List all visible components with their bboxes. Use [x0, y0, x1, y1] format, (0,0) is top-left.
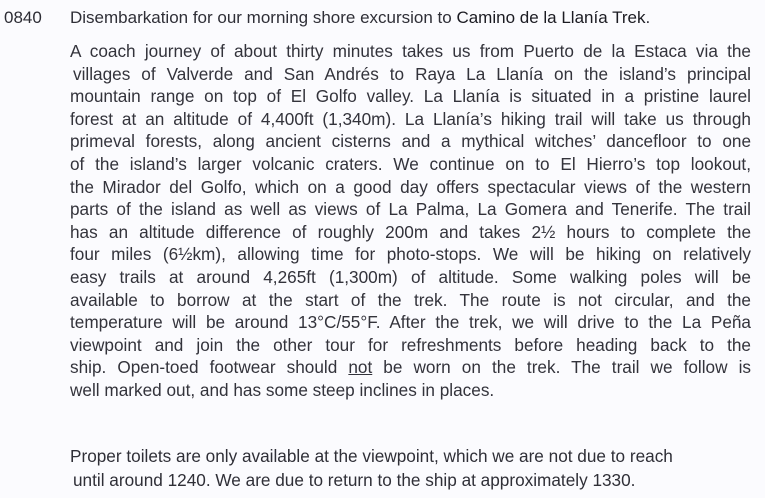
description-line: the Mirador del Golfo, which on a good day offers spectacular views of the western [70, 176, 751, 197]
description-line: parts of the island as well as views of La Palma, La Gomera and Tenerife. The trail [70, 199, 751, 220]
footwear-suffix: be worn on the trek. The trail we follow is [372, 357, 751, 378]
description-line: primeval forests, along ancient cisterns and a mythical witches’ dancefloor to one [70, 131, 751, 152]
description-line: has an altitude difference of roughly 200m and takes 2½ hours to complete the [70, 221, 751, 242]
description-line: easy trails at around 4,265ft (1,300m) of altitude. Some walking poles will be [70, 266, 751, 287]
heading-suffix: . [645, 8, 651, 27]
entry-time: 0840 [4, 8, 42, 27]
description-line: mountain range on top of El Golfo valley. La Llanía is situated in a pristine laurel [70, 86, 751, 107]
description-line: four miles (6½km), allowing time for photo-stops. We will be hiking on relatively [70, 244, 751, 265]
description-line: available to borrow at the start of the trek. The route is not circular, and the [70, 289, 751, 310]
description-line: viewpoint and join the other tour for refreshments before heading back to the [70, 334, 751, 355]
description-line: villages of Valverde and San Andrés to Raya La Llanía on the island’s principal [73, 63, 751, 84]
entry-heading [70, 8, 650, 28]
return-note: until around 1240. We are due to return to the ship at approximately 1330. [73, 470, 636, 490]
toilets-note: Proper toilets are only available at the viewpoint, which we are not due to reach [70, 446, 673, 466]
description-line: forest at an altitude of 4,400ft (1,340m). La Llanía’s hiking trail will take us through [70, 108, 751, 129]
destination-name: Camino de la Llanía Trek [456, 8, 646, 27]
heading-prefix: Disembarkation for our morning shore excursion to [70, 8, 457, 27]
description-line: A coach journey of about thirty minutes takes us from Puerto de la Estaca via the [70, 41, 751, 61]
description-line: temperature will be around 13°C/55°F. After the trek, we will drive to the La Peña [70, 312, 751, 333]
excursion-description [70, 40, 751, 402]
footwear-line [70, 356, 751, 379]
trail-marking-line: well marked out, and has some steep inclines in places. [70, 379, 495, 400]
footwear-emphasis: not [348, 357, 373, 378]
description-line: of the island’s larger volcanic craters. We continue on to El Hierro’s top lookout, [70, 153, 751, 174]
footwear-prefix: ship. Open-toed footwear should [70, 357, 349, 378]
